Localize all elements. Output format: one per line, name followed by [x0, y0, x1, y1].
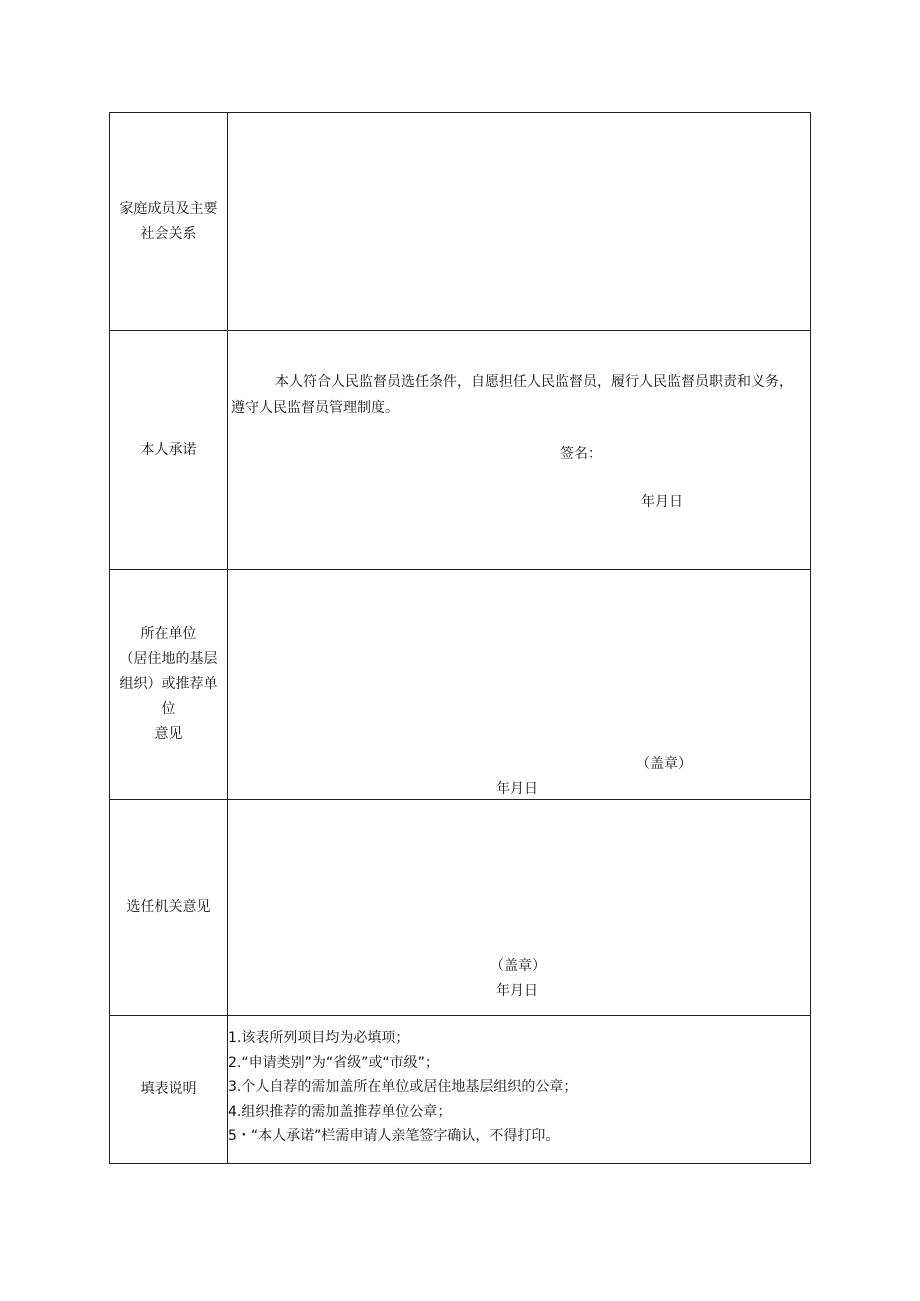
signature-field[interactable]: 签名：	[560, 446, 602, 462]
list-item: 5・“本人承诺”栏需申请人亲笔签字确认，不得打印。	[228, 1128, 560, 1144]
list-item: 1.该表所列项目均为必填项；	[228, 1030, 410, 1046]
unit-label-line: 组织）或推荐单	[119, 676, 218, 692]
list-item: 2.“申请类别”为“省级”或“市级”；	[228, 1054, 439, 1071]
family-label-line: 家庭成员及主要	[119, 200, 218, 217]
unit-date: 年月日	[496, 781, 538, 797]
notes-row	[110, 1016, 811, 1164]
unit-label-line: 所在单位	[140, 626, 197, 642]
family-row	[110, 113, 811, 331]
org-opinion-field[interactable]	[228, 800, 811, 1016]
list-item: 4.组织推荐的需加盖推荐单位公章；	[228, 1103, 452, 1120]
org-seal-label: （盖章）	[490, 958, 546, 974]
org-date: 年月日	[496, 983, 538, 999]
family-label-cell	[110, 113, 228, 331]
promise-date: 年月日	[641, 494, 683, 510]
promise-content	[228, 331, 811, 570]
unit-label-cell	[110, 570, 228, 800]
unit-label-line: 位	[161, 701, 176, 717]
notes-content	[228, 1016, 811, 1164]
org-opinion-row	[110, 800, 811, 1016]
unit-opinion-field[interactable]	[228, 570, 811, 800]
unit-seal-label: （盖章）	[636, 756, 692, 772]
unit-opinion-row	[110, 570, 811, 800]
unit-label-line: （居住地的基层	[119, 651, 218, 667]
family-content-field[interactable]	[228, 113, 811, 331]
promise-label: 本人承诺	[110, 331, 228, 570]
list-item: 3.个人自荐的需加盖所在单位或居住地基层组织的公章；	[228, 1079, 578, 1095]
notes-label: 填表说明	[110, 1016, 228, 1164]
family-label-line: 社会关系	[140, 225, 197, 242]
promise-text: 本人符合人民监督员选任条件，自愿担任人民监督员，履行人民监督员职责和义务，遵守人民监督员管理制度。	[231, 374, 793, 416]
notes-list	[228, 1026, 577, 1149]
org-label: 选任机关意见	[110, 800, 228, 1016]
unit-label-line: 意见	[154, 726, 183, 742]
promise-row	[110, 331, 811, 570]
application-form-table	[109, 112, 811, 1164]
